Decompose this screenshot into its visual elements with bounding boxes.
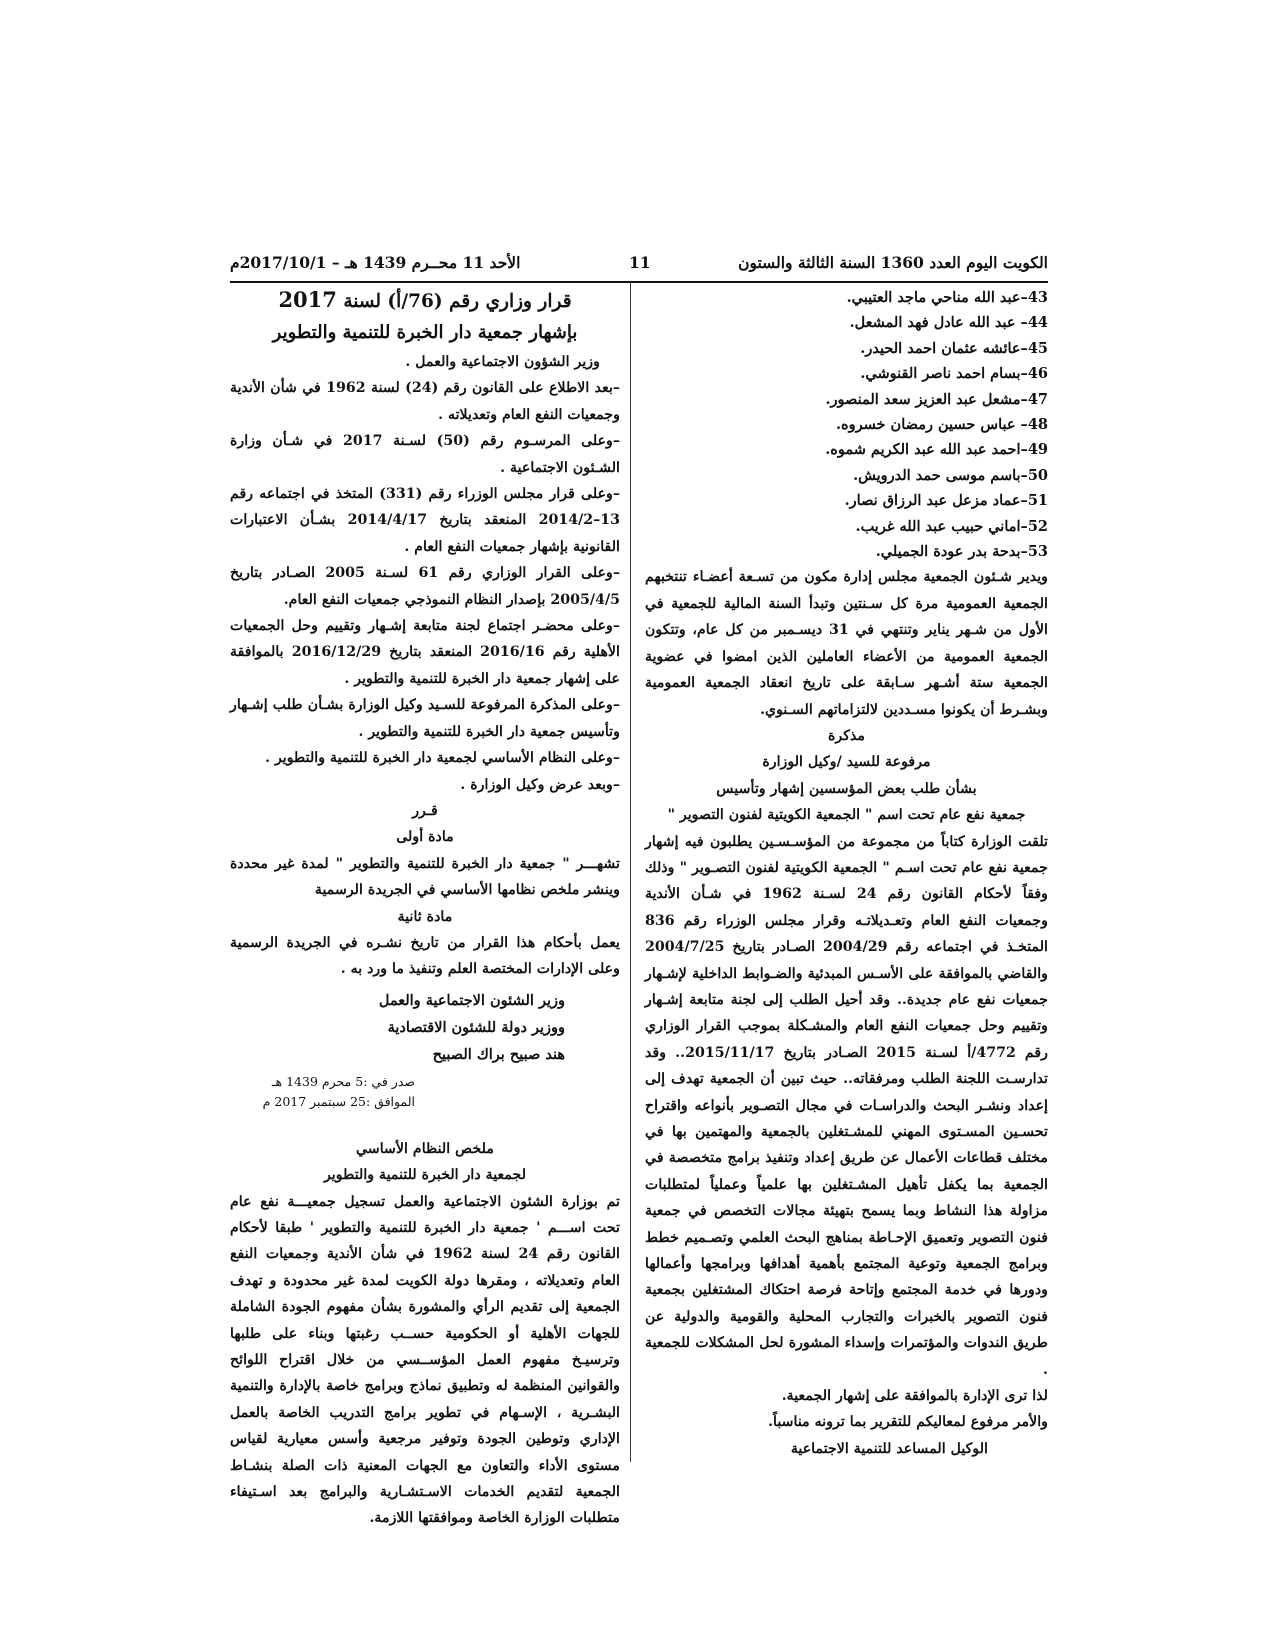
article-1-title: مادة أولى [396,829,454,846]
member-item: 51–عماد مزعل عبد الرزاق نصار. [844,492,1048,510]
recital: –وعلى محضـر اجتماع لجنة متابعة إشـهار وتقييم وحل الجمعيات الأهلية رقم 2016/16 المنعقد بتاريخ 2016/12/29 بالموافقة على إشهار جمعية دار الخبرة للتنمية والتطوير . [230,618,620,687]
right-column [645,285,1048,1462]
member-list [645,285,1048,564]
member-item: 52–اماني حبيب عبد الله غريب. [855,517,1048,535]
article-2-title: مادة ثانية [397,908,453,925]
issue-date: الأحد 11 محــرم 1439 هـ – 2017/10/1م [230,253,521,272]
decree-year: 2017 [278,287,337,312]
summary-title: ملخص النظام الأساسي [356,1140,494,1157]
left-column [230,285,620,1532]
decided-heading: قـرر [412,802,438,819]
member-item: 43–عبد الله مناحي ماجد العتيبي. [846,289,1048,306]
article-1-text: تشهـــر " جمعية دار الخبرة للتنمية والتطوير " لمدة غير محددة وينشر ملخص نظامها الأساسي في الجريدة الرسمية [230,855,620,899]
signature-line: وزير الشئون الاجتماعية والعمل [378,991,565,1009]
decree-issuer: وزير الشؤون الاجتماعية والعمل . [405,354,600,370]
member-item: 53–بدحة بدر عودة الجميلي. [875,543,1048,561]
signature-line: ووزير دولة للشئون الاقتصادية [387,1018,565,1036]
member-item: 46–بسام احمد ناصر القنوشي. [860,365,1048,383]
member-item: 45–عائشه عثمان احمد الحيدر. [860,339,1048,357]
recital: –وعلى قرار مجلس الوزراء رقم (331) المتخذ في اجتماعه رقم 13–2014/2 المنعقد بتاريخ 2014/4/17 بشـأن الاعتبارات القانونية بإشهار جمعيات النفع العام . [230,486,621,555]
member-item: 47–مشعل عبد العزيز سعد المنصور. [825,390,1048,408]
memo-entity: جمعية نفع عام تحت اسم " الجمعية الكويتية لفنون التصوير " [667,807,1026,824]
memo-body: تلقت الوزارة كتاباً من مجموعة من المؤسـسـين يطلبون فيه إشهار جمعية نفع عام تحت اسـم " الجمعية الكويتية لفنون التصـوير " وذلك وفقاً لأحكام القانون رقم 24 لسـنة 1962 في شـأن الأندية وجمعيات النفع العام وتعـديلاتـه وقرار مجلس الوزراء رقم 836 المتخـذ في اجتماعه رقم 2004/29 الصـادر بتاريخ 2004/7/25 والقاضي بالموافقة على الأسـس المبدئية والضـوابط الداخلية لإشـهار جمعيات نفع عام جديدة.. وقد أحيل الطلب إلى لجنة متابعة إشـهار وتقييم وحل جمعيات النفع العام والمشـكلة بموجب القرار الوزاري رقم 4772/أ لسـنة 2015 الصـادر بتاريخ 2015/11/17.. وقد تدارسـت اللجنة الطلب ومرفقاته.. حيث تبين أن الجمعية تهدف إلى إعداد ونشـر البحث والدراسـات في مجال التصـوير بأنواعه واقتراح تحسـين المسـتوى المهني للمشـتغلين بالجمعية والمهتمين بها في مختلف قطاعات الأعمال عن طريق إعداد وتنفيذ برامج متخصصة في الجمعية بما يكفل تأهيل المشـتغلين بها علمياً وعملياً لمتطلبات مزاولة هذا النشاط وبما يسمح بتهيئة مجالات التخصص في جمعية فنون التصوير وتعميق الإحـاطة بمناهج البحث العلمي وتصـميم خطط وبرامج الجمعية وتوعية المجتمع بأهمية أهدافها وبرامجها وأعمالها ودورها في خدمة المجتمع وإتاحة فرصة احتكاك المشتغلين بجمعية فنون التصوير بالخبرات والتجارب المحلية والقومية والدولية عن طريق الندوات والمؤتمرات وإسداء المشورة لحل المشكلات للجمعية . [645,833,1049,1378]
page-header [230,253,1048,281]
member-item: 48– عباس حسين رمضان خسروه. [835,416,1048,434]
memo-closing: والأمر مرفوع لمعاليكم للتقرير بما ترونه مناسباً. [768,1414,1048,1431]
memo-signature: الوكيل المساعد للتنمية الاجتماعية [790,1440,988,1457]
member-item: 50–باسم موسى حمد الدرويش. [853,466,1048,484]
memo-conclusion: لذا ترى الإدارة بالموافقة على إشهار الجمعية. [781,1388,1048,1405]
recital: –وعلى النظام الأساسي لجمعية دار الخبرة للتنمية والتطوير . [265,750,620,767]
memo-recipient: مرفوعة للسيد /وكيل الوزارة [762,754,931,771]
summary-body: تم بوزارة الشئون الاجتماعية والعمل تسجيل جمعيـــة نفع عام تحت اســـم ' جمعية دار الخبرة للتنمية والتطوير ' طبقا لأحكام القانون رقم 24 لسنة 1962 في شأن الأندية وجمعيات النفع العام وتعديلاته ، ومقرها دولة الكويت لمدة غير محدودة و تهدف الجمعية إلى تقديم الرأي والمشورة بشأن مفهوم الجودة الشاملة للجهات الأهلية أو الحكومية حســب رغبتها وبناء على طلبها وترسيـخ مفهوم العمل المؤســسي من خلال اقتراح اللوائح والقوانين المنظمة له وتطبيق نماذج وبرامج خاصة بالإدارة والتنمية البشـرية ، الإسـهام في تطوير برامج التدريب الخاصة بالعمل الإداري وتوطين الجودة وتوفير مرجعية وأسس معيارية لقياس مستوى الأداء والتعاون مع الجهات المعنية ذات الصلة بنشـاط الجمعية لتقديم الخدمات الاسـتشـارية والبرامج بعد اسـتيفاء متطلبات الوزارة الخاصة وموافقتها اللازمة. [230,1193,620,1527]
decree-title [230,285,620,317]
memo-subject: بشأن طلب بعض المؤسسين إشهار وتأسيس [716,780,977,797]
header-rule [230,281,1048,283]
board-paragraph: ويدير شـئون الجمعية مجلس إدارة مكون من تسـعة أعضـاء تنتخبهم الجمعية العمومية مرة كل سـنتين وتبدأ السنة المالية للجمعية في الأول من شـهر يناير وتنتهي في 31 ديسـمبر من كل عام، وتتكون الجمعية العمومية من الأعضاء العاملين الذين امضوا في عضوية الجمعية ستة أشـهر سـابقة على تاريخ انعقاد الجمعية العمومية وبشـرط أن يكونوا مسـددين لالتزاماتهم السـنوي. [645,569,1048,718]
recital: –وعلى المذكرة المرفوعة للسـيد وكيل الوزارة بشـأن طلب إشـهار وتأسيس جمعية دار الخبرة للتنمية والتطوير . [230,697,620,740]
gazette-issue-info: الكويت اليوم العدد 1360 السنة الثالثة والستون [738,253,1048,272]
article-2-text: يعمل بأحكام هذا القرار من تاريخ نشـره في الجريدة الرسمية وعلى الإدارات المختصة العلم وتنفيذ ما ورد به . [230,934,620,978]
decree-title-text: قرار وزاري رقم (76/أ) لسنة [343,291,572,312]
memo-title: مذكرة [827,727,866,744]
page-number: 11 [629,253,651,272]
member-item: 44– عبد الله عادل فهد المشعل. [849,314,1048,332]
column-divider [630,283,631,1462]
member-item: 49–احمد عبد الله عبد الكريم شموه. [825,441,1048,459]
recital: –وبعد عرض وكيل الوزارة . [460,776,620,793]
recital: –وعلى القرار الوزاري رقم 61 لسـنة 2005 الصـادر بتاريخ 2005/4/5 بإصدار النظام النموذجي جمعيات النفع العام. [230,565,620,608]
recital: –بعد الاطلاع على القانون رقم (24) لسنة 1962 في شأن الأندية وجمعيات النفع العام وتعديلاته . [230,380,620,423]
signature-name: هند صبيح براك الصبيح [432,1045,565,1063]
recital: –وعلى المرسـوم رقم (50) لسـنة 2017 في شـأن وزارة الشـئون الاجتماعية . [230,433,621,476]
summary-entity: لجمعية دار الخبرة للتنمية والتطوير [323,1167,527,1184]
issued-date: صدر في :5 محرم 1439 هـ [271,1073,415,1089]
issued-date-gregorian: الموافق :25 سبتمبر 2017 م [262,1093,415,1109]
decree-subtitle: بإشهار جمعية دار الخبرة للتنمية والتطوير [272,322,578,343]
